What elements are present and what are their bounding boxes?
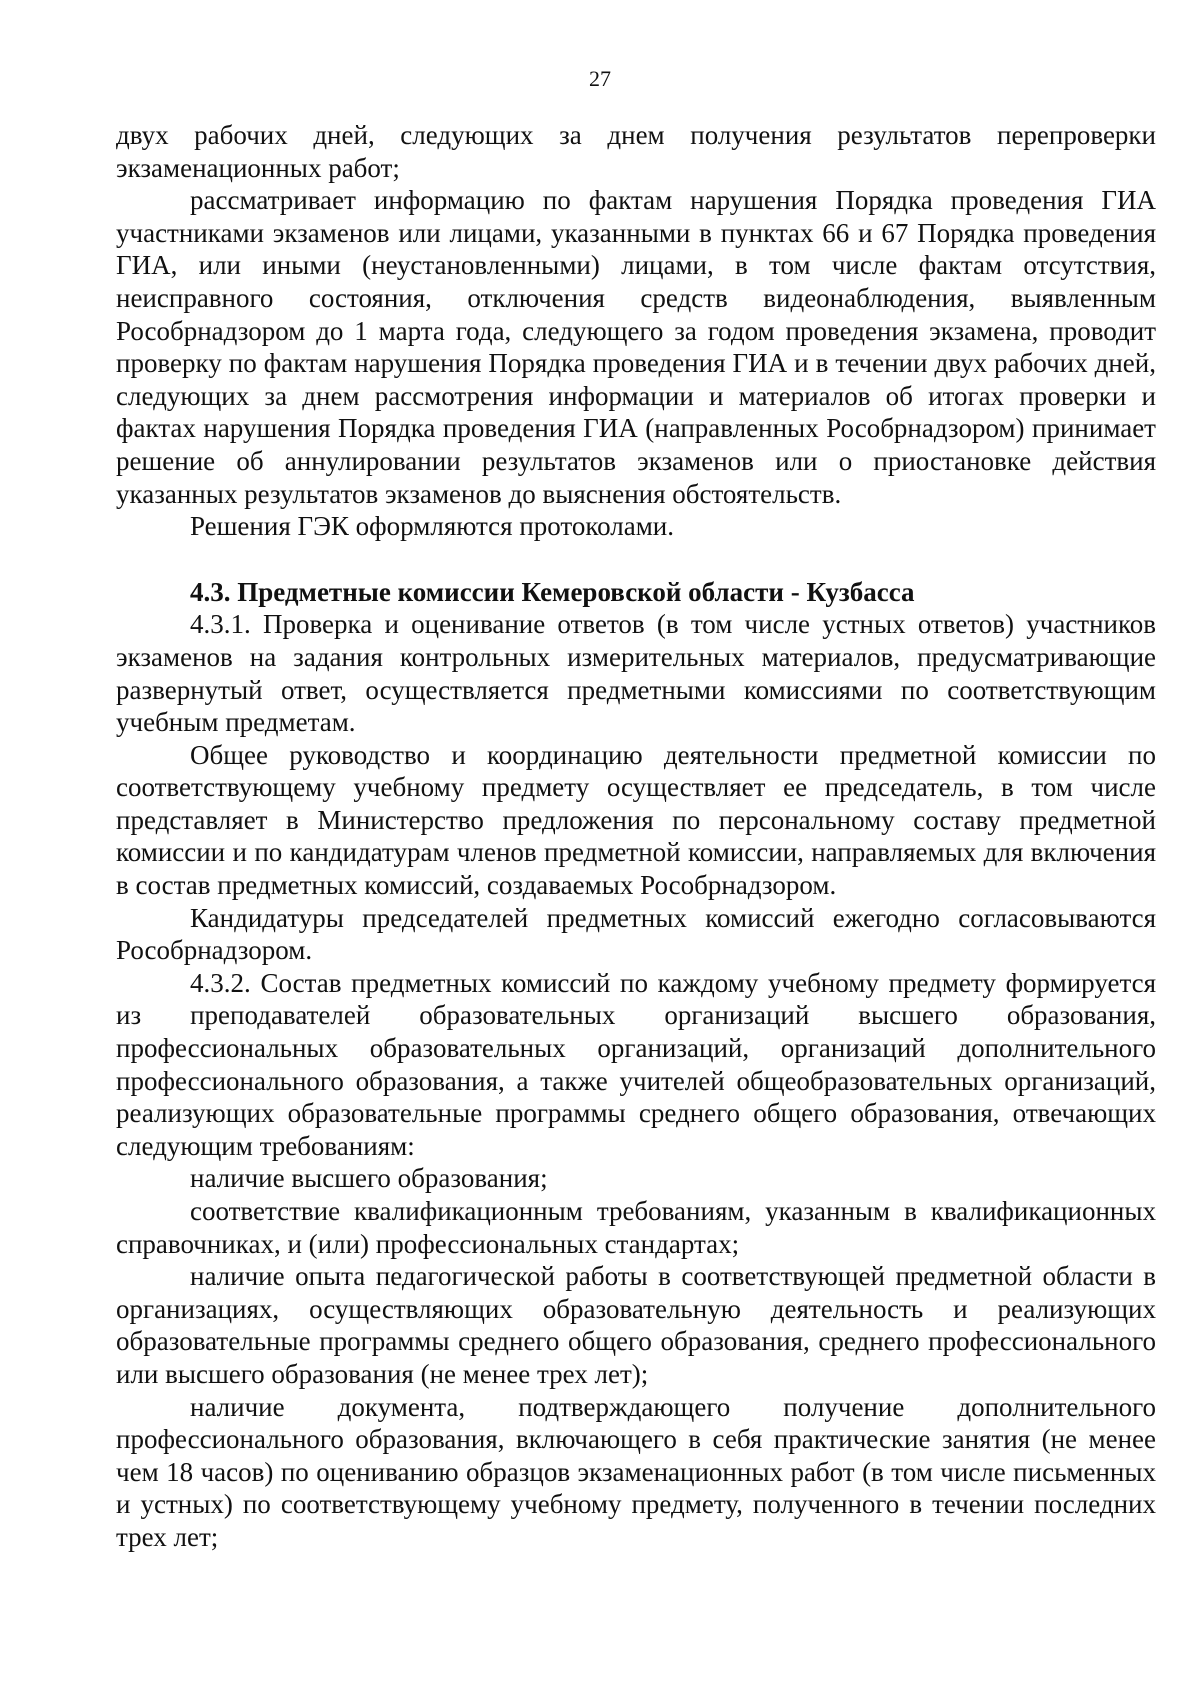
document-body <box>116 119 1156 1554</box>
paragraph-continuation: двух рабочих дней, следующих за днем получения результатов перепроверки экзаменационных работ; <box>116 120 1156 183</box>
requirement-experience: наличие опыта педагогической работы в соответствующей предметной области в организациях, осуществляющих образовательную деятельность и реализующих образовательные программы среднего общего образования, среднего профессионального или высшего образования (не менее трех лет); <box>116 1261 1156 1389</box>
paragraph-chairman-duties: Общее руководство и координацию деятельности предметной комиссии по соответствующему учебному предмету осуществляет ее председатель, в том числе представляет в Министерство предложения по персональному составу предметной комиссии и по кандидатурам членов предметной комиссии, направляемых для включения в состав предметных комиссий, создаваемых Рособрнадзором. <box>116 739 1156 901</box>
paragraph-chairman-approval: Кандидатуры председателей предметных комиссий ежегодно согласовываются Рособрнадзором. <box>116 902 1156 966</box>
paragraph-gek-decisions: Решения ГЭК оформляются протоколами. <box>190 511 675 542</box>
requirement-qualification: соответствие квалификационным требованиям, указанным в квалификационных справочниках, и (или) профессиональных стандартах; <box>116 1196 1156 1259</box>
paragraph-4-3-2: 4.3.2. Состав предметных комиссий по каждому учебному предмету формируется из преподавателей образовательных организаций высшего образования, профессиональных образовательных организаций, организаций дополнительного профессионального образования, а также учителей общеобразовательных организаций, реализующих образовательные программы среднего общего образования, отвечающих следующим требованиям: <box>116 967 1156 1161</box>
paragraph-4-3-1: 4.3.1. Проверка и оценивание ответов (в том числе устных ответов) участников экзаменов на задания контрольных измерительных материалов, предусматривающие развернутый ответ, осуществляется предметными комиссиями по соответствующим учебным предметам. <box>116 609 1156 738</box>
page-number: 27 <box>589 66 611 91</box>
section-heading: 4.3. Предметные комиссии Кемеровской области - Кузбасса <box>190 576 915 607</box>
requirement-higher-education: наличие высшего образования; <box>190 1163 548 1194</box>
paragraph-gek-violations: рассматривает информацию по фактам нарушения Порядка проведения ГИА участниками экзаменов или лицами, указанными в пунктах 66 и 67 Порядка проведения ГИА, или иными (неустановленными) лицами, в том числе фактам отсутствия, неисправного состояния, отключения средств видеонаблюдения, выявленным Рособрнадзором до 1 марта года, следующего за годом проведения экзамена, проводит проверку по фактам нарушения Порядка проведения ГИА и в течении двух рабочих дней, следующих за днем рассмотрения информации и материалов об итогах проверки и фактах нарушения Порядка проведения ГИА (направленных Рособрнадзором) принимает решение об аннулировании результатов экзаменов или о приостановке действия указанных результатов экзаменов до выяснения обстоятельств. <box>116 185 1156 509</box>
requirement-additional-education: наличие документа, подтверждающего получение дополнительного профессионального образования, включающего в себя практические занятия (не менее чем 18 часов) по оцениванию образцов экзаменационных работ (в том числе письменных и устных) по соответствующему учебному предмету, полученного в течении последних трех лет; <box>116 1391 1156 1552</box>
